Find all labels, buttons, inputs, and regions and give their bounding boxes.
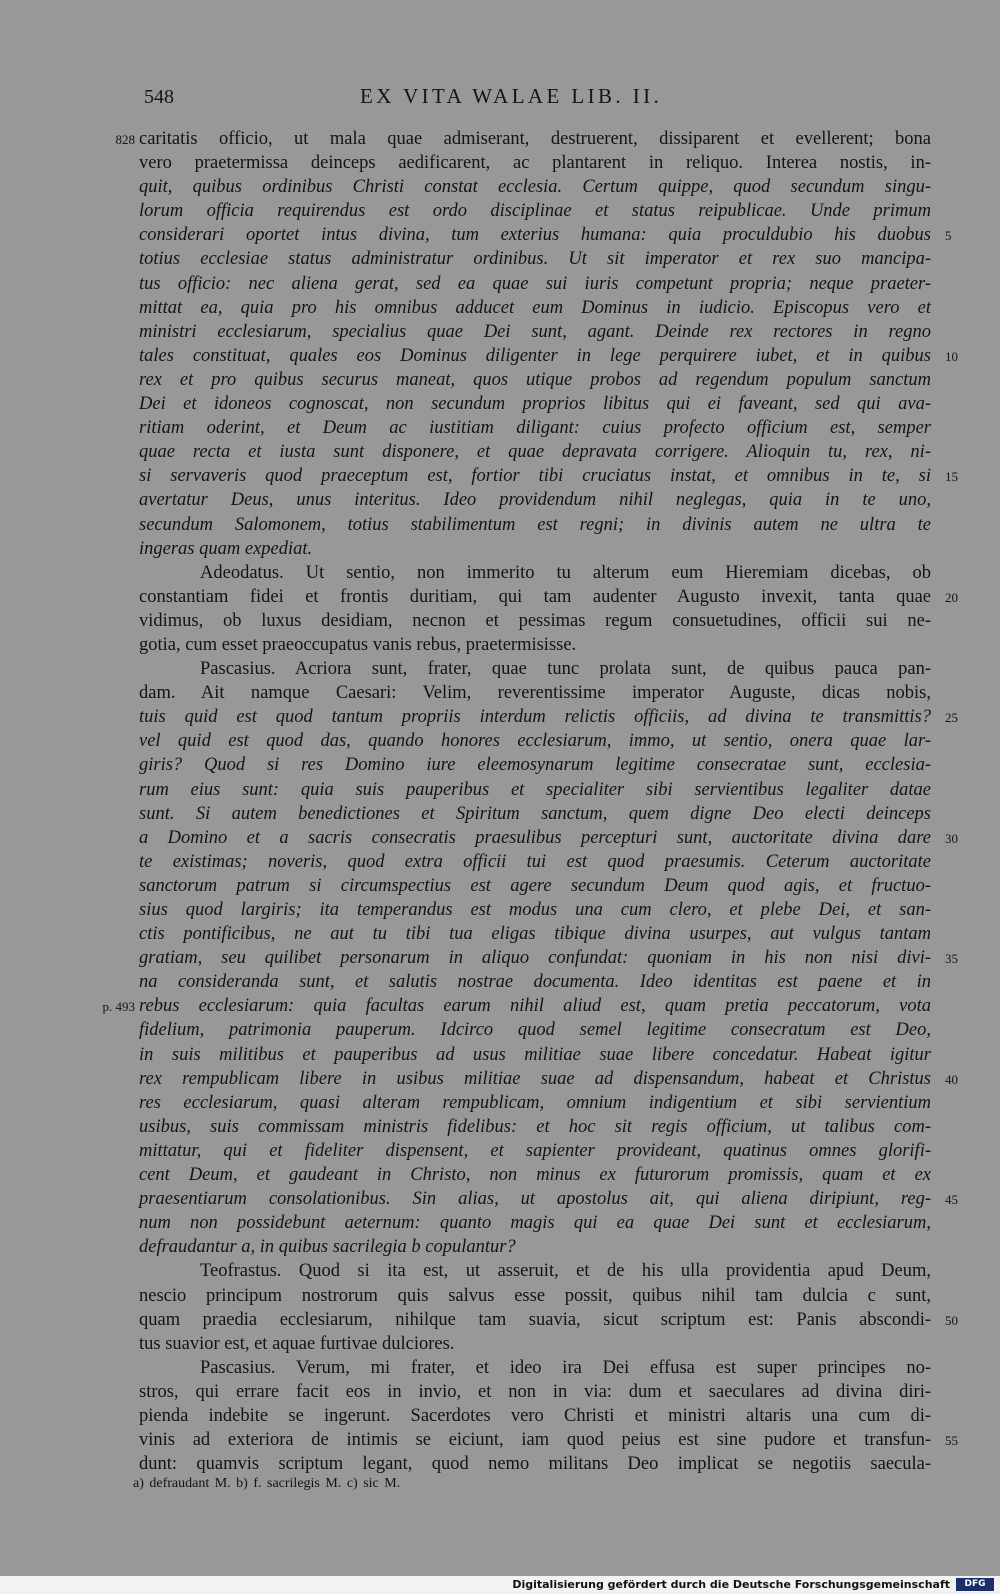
text-line [0, 657, 1000, 681]
line-text: si servaveris quod praeceptum est, fortior tibi cruciatus instat, et omnibus in te, si [139, 466, 931, 487]
line-number: 35 [945, 951, 958, 967]
line-text: cent Deum, et gaudeant in Christo, non minus ex futurorum promissis, quam et ex [139, 1165, 931, 1186]
text-line [0, 802, 1000, 826]
line-number: 50 [945, 1312, 958, 1328]
text-line [0, 1043, 1000, 1067]
line-text: num non possidebunt aeternum: quanto magis qui ea quae Dei sunt et ecclesiarum, [139, 1213, 931, 1234]
margin-reference: 828 [115, 132, 135, 147]
text-line [0, 826, 1000, 850]
text-line [0, 922, 1000, 946]
text-line [0, 344, 1000, 368]
text-line [0, 1404, 1000, 1428]
line-text: tales constituat, quales eos Dominus diligenter in lege perquirere iubet, et in quibus [139, 345, 931, 366]
text-line [0, 537, 1000, 561]
line-text: fidelium, patrimonia pauperum. Idcirco quod semel legitime consecratum est Deo, [139, 1020, 931, 1041]
line-number: 45 [945, 1192, 958, 1208]
line-text: Adeodatus. Ut sentio, non immerito tu alterum eum Hieremiam dicebas, ob [200, 562, 931, 583]
text-line [0, 681, 1000, 705]
line-text: lorum officia requirendus est ordo disciplinae et status reipublicae. Unde primum [139, 201, 931, 222]
line-text: mittat ea, quia pro his omnibus adducet eum Dominus in iudicio. Episcopus vero et [139, 297, 931, 318]
text-line [0, 1284, 1000, 1308]
text-line [0, 296, 1000, 320]
line-text: secundum Salomonem, totius stabilimentum est regni; in divinis autem ne ultra te [139, 514, 931, 535]
line-text: constantiam fidei et frontis duritiam, qui tam audenter Augusto invexit, tanta quae [139, 586, 931, 607]
text-line [0, 1428, 1000, 1452]
text-line [0, 970, 1000, 994]
line-number: 40 [945, 1071, 958, 1087]
line-text: vel quid est quod das, quando honores ecclesiarum, immo, ut sentio, onera quae lar- [139, 731, 931, 752]
line-text: quae recta et iusta sunt disponere, et quae depravata corrigere. Alioquin tu, rex, ni- [139, 442, 931, 463]
line-text: mittatur, qui et fideliter dispensent, et sapienter provideant, quatinus omnes glorifi- [139, 1140, 931, 1161]
text-line [0, 175, 1000, 199]
line-text: quit, quibus ordinibus Christi constat ecclesia. Certum quippe, quod secundum singu- [139, 177, 931, 198]
running-title: EX VITA WALAE LIB. II. [360, 84, 663, 108]
line-text: caritatis officio, ut mala quae admiserant, destruerent, dissiparent et evellerent; bona [139, 129, 931, 149]
line-text: nescio principum nostrorum quis salvus esse possit, quibus nihil tam dulcia c sunt, [139, 1285, 931, 1306]
line-number: 25 [945, 710, 958, 726]
footer-strip [0, 1576, 1000, 1594]
line-text: rebus ecclesiarum: quia facultas earum nihil aliud est, quam pretia peccatorum, vota [139, 996, 931, 1017]
line-text: te existimas; noveris, quod extra officii tui est quod praesumis. Ceterum auctoritate [139, 851, 931, 872]
text-line [0, 898, 1000, 922]
text-line [0, 488, 1000, 512]
line-text: considerari oportet intus divina, tum exterius humana: quia proculdubio his duobus [139, 225, 931, 246]
text-line [0, 272, 1000, 296]
text-line [0, 1259, 1000, 1283]
line-text: ctis pontificibus, ne aut tu tibi tua eligas tibique divina usurpes, aut vulgus tantam [139, 924, 931, 945]
line-text: sanctorum patrum si circumspectius est agere secundum Deum quod agis, et fructuo- [139, 875, 931, 896]
text-line [0, 729, 1000, 753]
line-number: 5 [945, 228, 952, 244]
funding-credit: Digitalisierung gefördert durch die Deutsche Forschungsgemeinschaft [512, 1578, 950, 1591]
line-text: Pascasius. Verum, mi frater, et ideo ira Dei effusa est super principes no- [200, 1357, 931, 1378]
line-text: sunt. Si autem benedictiones et Spiritum sanctum, quem digne Deo electi deinceps [139, 803, 931, 824]
text-line [0, 368, 1000, 392]
text-line [0, 392, 1000, 416]
footnotes: a) defraudant M. b) f. sacrilegis M. c) sic M. [133, 1476, 401, 1491]
line-number: 10 [945, 348, 958, 364]
line-number: 20 [945, 589, 958, 605]
page-header [0, 84, 1000, 114]
text-line [0, 1091, 1000, 1115]
text-line [0, 874, 1000, 898]
text-line [0, 1067, 1000, 1091]
text-line [0, 946, 1000, 970]
text-line [0, 1235, 1000, 1259]
line-text: ministri ecclesiarum, specialius quae Dei sunt, agant. Deinde rex rectores in regno [139, 321, 931, 342]
text-line [0, 609, 1000, 633]
line-text: sius quod largiris; ita temperandus est modus una cum clero, et plebe Dei, et san- [139, 900, 931, 920]
line-text: vidimus, ob luxus desidiam, necnon et pessimas regum consuetudines, officii sui ne- [139, 610, 931, 631]
line-text: in suis militibus et pauperibus ad usus militiae suae libere concedatur. Habeat igitur [139, 1044, 931, 1065]
line-text: dam. Ait namque Caesari: Velim, reverentissime imperator Auguste, dicas nobis, [139, 683, 931, 704]
text-line [0, 1187, 1000, 1211]
line-text: res ecclesiarum, quasi alteram rempublicam, omnium indigentium et sibi servientium [139, 1092, 931, 1113]
line-number: 15 [945, 469, 958, 485]
line-text: avertatur Deus, unus interitus. Ideo providendum nihil neglegas, quia in te uno, [139, 490, 931, 511]
line-text: ingeras quam expediat. [139, 538, 313, 559]
text-line [0, 1332, 1000, 1356]
line-number: 55 [945, 1433, 958, 1449]
line-text: na consideranda sunt, et salutis nostrae documenta. Ideo identitas est paene et in [139, 972, 931, 993]
text-line [0, 151, 1000, 175]
line-text: tuis quid est quod tantum propriis interdum relictis officiis, ad divina te transmittis? [139, 707, 931, 728]
line-text: dunt: quamvis scriptum legant, quod nemo militans Deo implicat se negotiis saecula- [139, 1454, 931, 1475]
text-line [0, 513, 1000, 537]
body-text [0, 127, 1000, 1476]
text-line [0, 464, 1000, 488]
line-number: 30 [945, 830, 958, 846]
line-text: Dei et idoneos cognoscat, non secundum proprios libitus qui ei faveant, sed qui ava- [139, 394, 931, 415]
text-line [0, 1308, 1000, 1332]
text-line [0, 561, 1000, 585]
text-line [0, 753, 1000, 777]
line-text: vinis ad exteriora de intimis se eiciunt, iam quod peius est sine pudore et transfun- [139, 1430, 931, 1451]
line-text: tus suavior est, et aquae furtivae dulciores. [139, 1333, 455, 1354]
line-text: gratiam, seu quilibet personarum in aliquo confundat: quoniam in his non nisi divi- [139, 948, 931, 969]
text-line [0, 320, 1000, 344]
line-text: rex et pro quibus securus maneat, quos utique probos ad regendum populum sanctum [139, 369, 931, 390]
text-line [0, 247, 1000, 271]
line-text: tus officio: nec aliena gerat, sed ea quae sui iuris competunt propria; neque praeter- [139, 273, 931, 294]
line-text: quam praedia ecclesiarum, nihilque tam suavia, sicut scriptum est: Panis abscondi- [139, 1309, 931, 1330]
line-text: praesentiarum consolationibus. Sin alias, ut apostolus ait, qui aliena diripiunt, reg- [139, 1189, 931, 1210]
text-line [0, 778, 1000, 802]
line-text: pienda indebite se ingerunt. Sacerdotes vero Christi et ministri altaris una cum di- [139, 1405, 931, 1426]
text-line [0, 994, 1000, 1018]
line-text: totius ecclesiae status administratur ordinibus. Ut sit imperator et rex suo mancipa- [139, 249, 931, 270]
line-text: a Domino et a sacris consecratis praesulibus percepturi sunt, auctoritate divina dare [139, 827, 931, 848]
line-text: defraudantur a, in quibus sacrilegia b copulantur? [139, 1237, 516, 1258]
line-text: Teofrastus. Quod si ita est, ut asseruit, et de his ulla providentia apud Deum, [200, 1261, 931, 1282]
text-line [0, 223, 1000, 247]
dfg-logo: DFG [956, 1578, 994, 1591]
line-text: vero praetermissa deinceps aedificarent, ac plantarent in reliquo. Interea nostis, in- [139, 153, 931, 174]
text-line [0, 1452, 1000, 1476]
text-line [0, 1018, 1000, 1042]
line-text: rum eius sunt: quia suis pauperibus et specialiter sibi servientibus legaliter datae [139, 779, 931, 800]
text-line [0, 1211, 1000, 1235]
text-line [0, 1163, 1000, 1187]
text-line [0, 1356, 1000, 1380]
line-text: Pascasius. Acriora sunt, frater, quae tunc prolata sunt, de quibus pauca pan- [200, 659, 931, 680]
line-text: gotia, cum esset praeoccupatus vanis rebus, praetermisisse. [139, 634, 577, 655]
text-line [0, 850, 1000, 874]
text-line [0, 127, 1000, 151]
text-line [0, 1115, 1000, 1139]
line-text: stros, qui errare facit eos in invio, et non in via: dum et saeculares ad divina diri- [139, 1381, 931, 1402]
line-text: giris? Quod si res Domino iure eleemosynarum legitime consecratae sunt, ecclesia- [139, 755, 931, 776]
text-line [0, 1139, 1000, 1163]
margin-reference: p. 493 [102, 999, 135, 1015]
line-text: ritiam oderint, et Deum ac iustitiam diligant: cuius profecto officium est, semper [139, 418, 931, 439]
text-line [0, 585, 1000, 609]
text-line [0, 440, 1000, 464]
text-line [0, 199, 1000, 223]
page-number: 548 [144, 86, 174, 108]
text-line [0, 633, 1000, 657]
line-text: rex rempublicam libere in usibus militiae suae ad dispensandum, habeat et Christus [139, 1068, 931, 1089]
text-line [0, 416, 1000, 440]
text-line [0, 705, 1000, 729]
line-text: usibus, suis commissam ministris fidelibus: et hoc sit regis officium, ut talibus com- [139, 1116, 931, 1137]
text-line [0, 1380, 1000, 1404]
